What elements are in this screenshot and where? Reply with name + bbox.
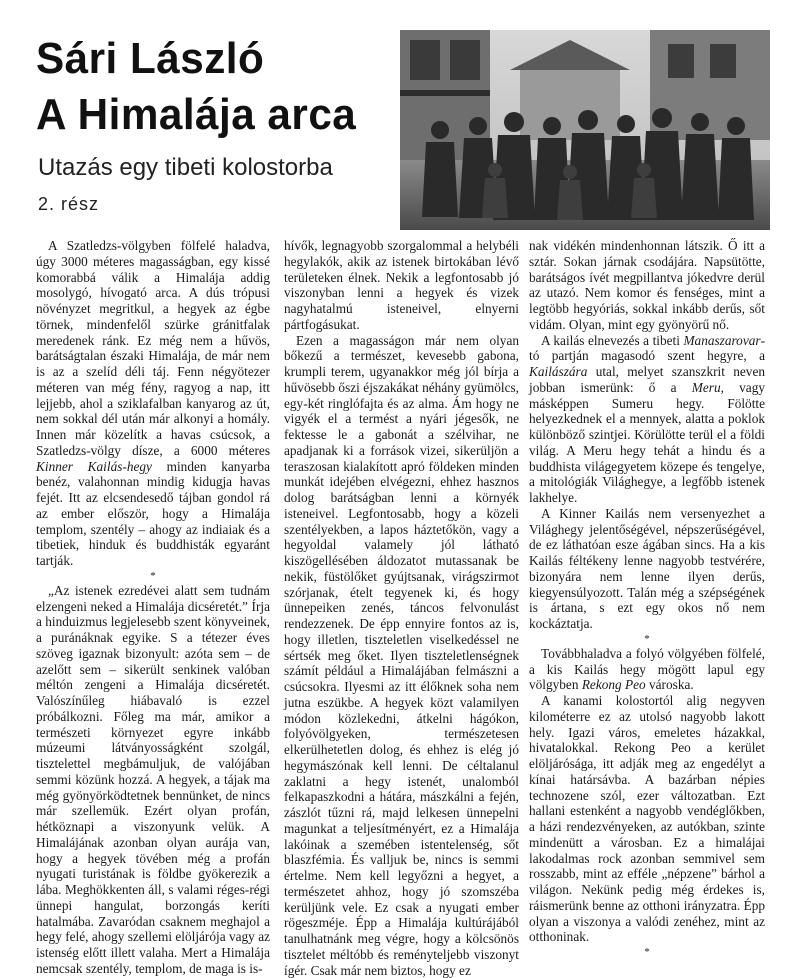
section-separator: *: [36, 569, 270, 583]
paragraph: A Szatledzs-völgyben fölfelé haladva, úgy 3000 méteres magasságban, egy kissé komorabbá válik a Himalája addig mosolygó, hívogató arca. A dús trópusi növényzet megritkul, a hegyek az égbe törnek, mindenfelől szürke gránitfalak meredenek ránk. Ez még nem a hűvös, barátságtalan északi Himalája, de már nem is az a szelíd déli táj. Fenn négyötezer méteren van még fény, ragyog a nap, itt lejjebb, ahol a sziklafalban kanyarog az út, nem sokkal dél után már alkonyi a homály. Innen már közelítk a havas csúcsok, a Szatledzs-völgy dísze, a 6000 méteres Kinner Kailás-hegy minden kanyarba benéz, valahonnan mindig kidugja havas fejét. Itt az elcsendesedő tájban gondol rá az ember először, hogy a Himalája templom, szentély – ahogy az indiaiak és a tibetiek, hinduk és buddhisták egyaránt tartják.: [36, 238, 270, 569]
paragraph: A kailás elnevezés a tibeti Manaszarovar-tó partján magasodó szent hegyre, a Kailászára utal, melyet szanszkrit neven jobban ismerünk: ő a Meru, vagy másképpen Sumeru hegy. Fölötte helyezkednek el a mennyek, alatta a poklok különböző szintjei. Körülötte terül el a földi világ. A Meru hegy tehát a hindu és a buddhista világegyetem közepe és tengelye, a mitológiák Világhegye, a legfőbb istenek lakhelye.: [529, 333, 765, 506]
paragraph: Továbbhaladva a folyó völgyében fölfelé, a kis Kailás hegy mögött lapul egy völgyben Rekong Peo városka.: [529, 646, 765, 693]
text-column-1: [36, 238, 270, 977]
text-column-2: [284, 238, 519, 978]
paragraph: Ezen a magasságon már nem olyan bőkezű a természet, kevesebb gabona, krumpli terem, ugyanakkor még jól bírja a hűvösebb őszi éjszakákat néhány gyümölcs, egy-két ringlófajta és az alma. Ám hogy ne vigyék el a termést a nyári jégesők, ne fektesse le a gabonát a szélvihar, ne apadjanak ki a források vizei, sikerüljön a teraszosan kialakított apró földeken minden munkát idejében elvégezni, ehhez hasznos dolog barátságban lenni a környék isteneivel. Legfontosabb, hogy a közeli szentélyekben, a lapos háztetőkön, vagy a hegyoldal valamely jól látható kiszögellésében áldozatot mutassanak be nekik, füstölőket gyújtsanak, virágszirmot szórjanak, ételt tegyenek ki, és hogy ünnepeiken zenés, táncos felvonulást rendezzenek. De épp ennyire fontos az is, hogy illetlen, tiszteletlen viselkedéssel ne sértsék meg őket. Ilyen tiszteletlenségnek számít például a Himalájában felmászni a csúcsokra. Ilyesmi az itt élőknek soha nem jutna eszükbe. A hegyek közt valamilyen módon közlekedni, átkelni hágókon, folyóvölgyeken, természetesen elkerülhetetlen dolog, és ehhez is elég jó hegymászónak kell lenni. De céltalanul zaklatni a hegy istenét, unalomból felkapaszkodni a hátára, mászkálni a fején, zászlót tűzni rá, majd lelkesen ünnepelni magunkat a teljesítményért, ez a Himalája lakóinak a szemében istentelenség, sőt blaszfémia. És valljuk be, nincs is semmi értelme. Nem kell legyőzni a hegyet, a természetet ahhoz, hogy jó szomszéba kerüljünk vele. Ez csak a nyugati ember rögeszméje. Épp a Himalája kultúrájából tanulhatnánk meg végre, hogy a kölcsönös tisztelet méltóbb és reményteljebb viszonyt ígér. Csak már nem biztos, hogy ez: [284, 333, 519, 978]
paragraph: hívők, legnagyobb szorgalommal a helybéli hegylakók, akik az istenek birtokában lévő területeken élnek. Nekik a legfontosabb jó viszonyban lenni a hegyek és vizek nagyhatalmú isteneivel, elnyerni pártfogásukat.: [284, 238, 519, 333]
title-author: Sári László: [36, 34, 264, 84]
subtitle: Utazás egy tibeti kolostorba: [38, 154, 333, 182]
section-separator: *: [529, 945, 765, 959]
paragraph: A kanami kolostortól alig negyven kilométerre ez az utolsó nagyobb lakott hely. Igazi város, emeletes házakkal, hivatalokkal. Rekong Peo a kerület elöljárósága, itt adják meg az engedélyt a kínai határsávba. A bazárban népies technozene szól, ezer változatban. Ezt hallani estenként a nagyobb vendéglőkben, a házi rendezvényeken, az autókban, szinte mindenütt a városban. Ez a himalájai lakodalmas rock azonban semmivel sem rosszabb, mint az efféle „népzene” bárhol a világon. Nekünk pedig még érdekes is, ráismerünk benne az otthoni irányzatra. Épp olyan a viszonya a valódi zenéhez, mint az otthoninak.: [529, 693, 765, 945]
part-label: 2. rész: [38, 194, 99, 215]
title-main: A Himalája arca: [36, 90, 356, 140]
paragraph: nak vidékén mindenhonnan látszik. Ő itt a sztár. Sokan járnak csodájára. Napsütötte, barátságos ívét megpillantva jókedvre derül az utazó. Nem komor és fenséges, mint a legtöbb hegyóriás, sokkal inkább derűs, sőt vidám. Olyan, mint egy gyönyörű nő.: [529, 238, 765, 333]
paragraph: A Kinner Kailás nem versenyezhet a Világhegy jelentőségével, népszerűségével, de ez láthatóan esze ágában sincs. Ha a kis Kailás féltékeny lenne nagyobb testvérére, bizonyára nem lenne ilyen derűs, kiegyensúlyozott. Talán még a szépségének is ártana, s ezt egy okos nő nem kockáztatja.: [529, 506, 765, 632]
monks-photo: [400, 30, 770, 230]
text-column-3: [529, 238, 765, 959]
section-separator: *: [529, 632, 765, 646]
paragraph: „Az istenek ezredévei alatt sem tudnám elzengeni neked a Himalája dicséretét.” Írja a hinduizmus legjelesebb szent könyveinek, a puránáknak egyike. S a tétezer éves szöveg igaznak bizonyult: azóta sem – de azelőtt sem – sikerült senkinek valóban méltón zengeni a Himalája dicséretét. Valószínűleg hiábavaló is ezzel próbálkozni. Főleg ma már, amikor a természeti környezet egyre inkább múzeumi látványosságként szolgál, tisztelettel megbámuljuk, de valójában semmi közünk hozzá. A hegyek, a tájak ma még gyönyörködtetnek bennünket, de nincs már szellemük. Ezért olyan profán, hétköznapi a viszonyunk velük. A Himalájának azonban olyan aurája van, hogy a hegyek tövében még a profán nyugati turistának is földbe gyökerezik a lába. Meghökkenten áll, s valami réges-régi ünnepi hangulat, borzongás keríti hatalmába. Zavaródan csaknem meghajol a hegy felé, ahogy szellemi elöljárója vagy az istenség előtt illett valaha. Mert a Himalája nemcsak szentély, templom, de maga is is-: [36, 583, 270, 977]
